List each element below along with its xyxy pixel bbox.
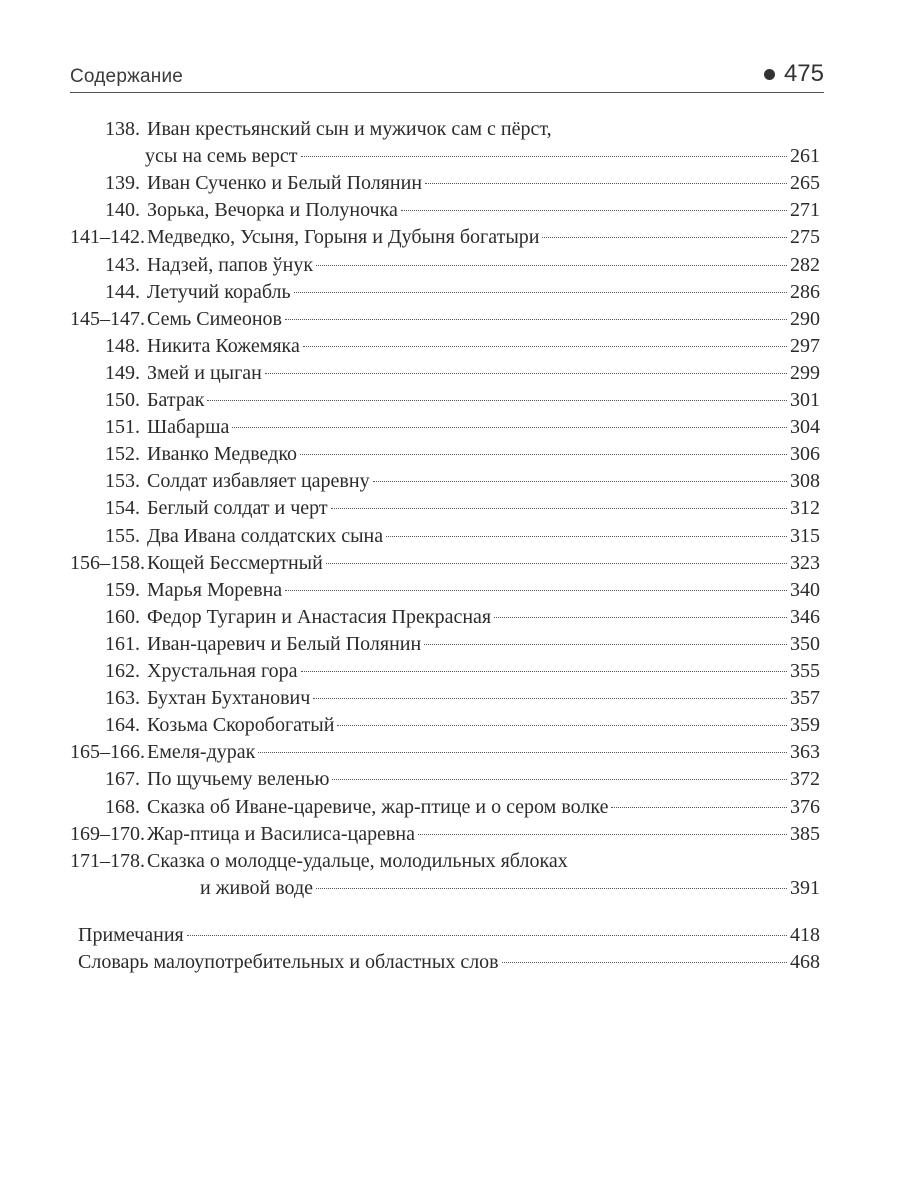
entry-page: 290: [790, 307, 820, 330]
entry-page: 323: [790, 551, 820, 574]
entry-number: 156–158.: [70, 551, 145, 574]
entry-page: 306: [790, 443, 820, 466]
toc-entry: [70, 224, 820, 250]
dot-leader: [373, 481, 787, 482]
toc-entry: [70, 604, 820, 630]
toc-entry: [70, 333, 820, 359]
entry-title: Два Ивана солдатских сына: [147, 524, 384, 547]
entry-number: 138.: [105, 118, 140, 140]
page-number: 475: [783, 60, 824, 87]
entry-title: По щучьему веленью: [147, 768, 330, 791]
entry-number: 161.: [105, 632, 140, 655]
entry-title: и живой воде: [200, 876, 314, 899]
toc-entry: [70, 658, 820, 684]
dot-leader: [316, 888, 787, 889]
entry-title: Бухтан Бухтанович: [147, 687, 311, 710]
toc-entry: [70, 468, 820, 494]
toc-entry: [70, 116, 552, 142]
dot-leader: [187, 935, 787, 936]
entry-title: Змей и цыган: [147, 361, 262, 384]
dot-leader: [386, 536, 787, 537]
entry-title: Сказка о молодце-удальце, молодильных яблоках: [147, 849, 568, 872]
entry-page: 315: [790, 524, 820, 547]
entry-page: 376: [790, 795, 820, 818]
entry-number: 163.: [105, 687, 140, 710]
entry-page: 312: [790, 497, 820, 520]
entry-title: Марья Моревна: [147, 578, 283, 601]
entry-page: 363: [790, 741, 820, 764]
entry-title: Иван крестьянский сын и мужичок сам с пёрст,: [147, 118, 552, 140]
entry-page: 357: [790, 687, 820, 710]
entry-title: Медведко, Усыня, Горыня и Дубыня богатыри: [147, 226, 540, 249]
entry-title: Шабарша: [147, 416, 230, 439]
entry-title: Иван-царевич и Белый Полянин: [147, 632, 422, 655]
entry-number: 143.: [105, 253, 140, 276]
entry-page: 299: [790, 361, 820, 384]
entry-title: Семь Симеонов: [147, 307, 282, 330]
entry-page: 301: [790, 389, 820, 411]
entry-title: Беглый солдат и черт: [147, 497, 328, 520]
dot-leader: [301, 156, 788, 157]
toc-entry: [70, 197, 820, 223]
entry-title: Иван Сученко и Белый Полянин: [147, 172, 423, 195]
dot-leader: [326, 563, 787, 564]
dot-leader: [232, 427, 787, 428]
entry-title: Никита Кожемяка: [147, 334, 300, 357]
toc-entry: [70, 306, 820, 332]
entry-page: 297: [790, 334, 820, 357]
entry-number: 149.: [105, 361, 140, 384]
toc-entry: [70, 550, 820, 576]
appendix-entry: [78, 922, 820, 948]
header-page-number-group: [764, 60, 824, 88]
dot-leader: [207, 400, 787, 401]
toc-entry: [70, 441, 820, 467]
toc-entry: [70, 821, 820, 847]
entry-number: 159.: [105, 578, 140, 601]
toc-entry: [70, 170, 820, 196]
entry-page: 372: [790, 768, 820, 791]
entry-number: 152.: [105, 443, 140, 466]
entry-page: 468: [790, 951, 820, 973]
dot-leader: [418, 834, 787, 835]
entry-number: 139.: [105, 172, 140, 195]
entry-number: 140.: [105, 199, 140, 222]
toc-entry: [70, 766, 820, 792]
toc-entry: [70, 360, 820, 386]
dot-leader: [313, 698, 787, 699]
dot-leader: [331, 508, 787, 509]
entry-title: Сказка об Иване-царевиче, жар-птице и о сером волке: [147, 795, 609, 818]
entry-title: усы на семь верст: [145, 145, 298, 168]
entry-page: 304: [790, 416, 820, 439]
entry-page: 346: [790, 605, 820, 628]
toc-entry: [70, 794, 820, 820]
entry-title: Козьма Скоробогатый: [147, 714, 335, 737]
entry-number: 154.: [105, 497, 140, 520]
dot-leader: [300, 454, 787, 455]
entry-page: 265: [790, 172, 820, 195]
dot-leader: [303, 346, 787, 347]
entry-page: 271: [790, 199, 820, 222]
dot-leader: [301, 671, 787, 672]
entry-number: 168.: [105, 795, 140, 818]
entry-title: Иванко Медведко: [147, 443, 298, 466]
entry-number: 162.: [105, 660, 140, 682]
entry-number: 150.: [105, 389, 140, 411]
running-header: [70, 60, 824, 88]
entry-page: 308: [790, 470, 820, 493]
entry-page: 391: [790, 876, 820, 899]
dot-leader: [337, 725, 787, 726]
entry-page: 355: [790, 660, 820, 682]
entry-title: Солдат избавляет царевну: [147, 470, 370, 493]
entry-page: 282: [790, 253, 820, 276]
dot-leader: [316, 265, 787, 266]
entry-page: 418: [790, 923, 820, 946]
dot-leader: [285, 590, 787, 591]
entry-title: Летучий корабль: [147, 280, 291, 303]
dot-leader: [494, 617, 787, 618]
entry-title: Федор Тугарин и Анастасия Прекрасная: [147, 605, 492, 628]
toc-entry: [70, 631, 820, 657]
dot-leader: [265, 373, 787, 374]
entry-page: 261: [790, 145, 820, 168]
toc-entry-continuation: [145, 143, 820, 169]
dot-leader: [285, 319, 787, 320]
entry-title: Примечания: [78, 923, 184, 946]
toc-entry: [70, 712, 820, 738]
entry-number: 165–166.: [70, 741, 145, 764]
entry-page: 359: [790, 714, 820, 737]
entry-number: 164.: [105, 714, 140, 737]
entry-title: Батрак: [147, 389, 205, 411]
entry-number: 167.: [105, 768, 140, 791]
entry-number: 145–147.: [70, 307, 145, 330]
bullet-icon: [764, 69, 775, 80]
toc-entry: [70, 414, 820, 440]
dot-leader: [258, 752, 787, 753]
toc-entry: [70, 252, 820, 278]
dot-leader: [502, 962, 787, 963]
toc-entry: [70, 387, 820, 413]
entry-number: 144.: [105, 280, 140, 303]
entry-title: Жар-птица и Василиса-царевна: [147, 822, 416, 845]
entry-page: 275: [790, 226, 820, 249]
entry-title: Зорька, Вечорка и Полуночка: [147, 199, 398, 222]
entry-number: 160.: [105, 605, 140, 628]
toc-entry: [70, 523, 820, 549]
entry-page: 340: [790, 578, 820, 601]
dot-leader: [424, 644, 787, 645]
toc-entry: [70, 495, 820, 521]
dot-leader: [294, 292, 787, 293]
appendix-entry: [78, 949, 820, 975]
entry-number: 141–142.: [70, 226, 145, 249]
dot-leader: [542, 237, 787, 238]
entry-page: 286: [790, 280, 820, 303]
entry-page: 385: [790, 822, 820, 845]
entry-number: 169–170.: [70, 822, 145, 845]
toc-entry: [70, 685, 820, 711]
header-title: Содержание: [70, 66, 184, 87]
entry-title: Словарь малоупотребительных и областных слов: [78, 951, 499, 973]
header-rule: [70, 92, 824, 93]
entry-title: Кощей Бессмертный: [147, 551, 323, 574]
toc-entry: [70, 279, 820, 305]
dot-leader: [425, 183, 787, 184]
entry-number: 171–178.: [70, 849, 145, 872]
entry-title: Емеля-дурак: [147, 741, 256, 764]
dot-leader: [332, 779, 787, 780]
toc-entry: [70, 577, 820, 603]
entry-number: 155.: [105, 524, 140, 547]
toc-entry-continuation: [200, 875, 820, 901]
entry-title: Хрустальная гора: [147, 660, 298, 682]
entry-page: 350: [790, 632, 820, 655]
dot-leader: [401, 210, 787, 211]
entry-number: 151.: [105, 416, 140, 439]
entry-number: 148.: [105, 334, 140, 357]
toc-entry: [70, 848, 568, 874]
dot-leader: [611, 807, 787, 808]
entry-number: 153.: [105, 470, 140, 493]
toc-entry: [70, 739, 820, 765]
entry-title: Надзей, папов ўнук: [147, 253, 314, 276]
